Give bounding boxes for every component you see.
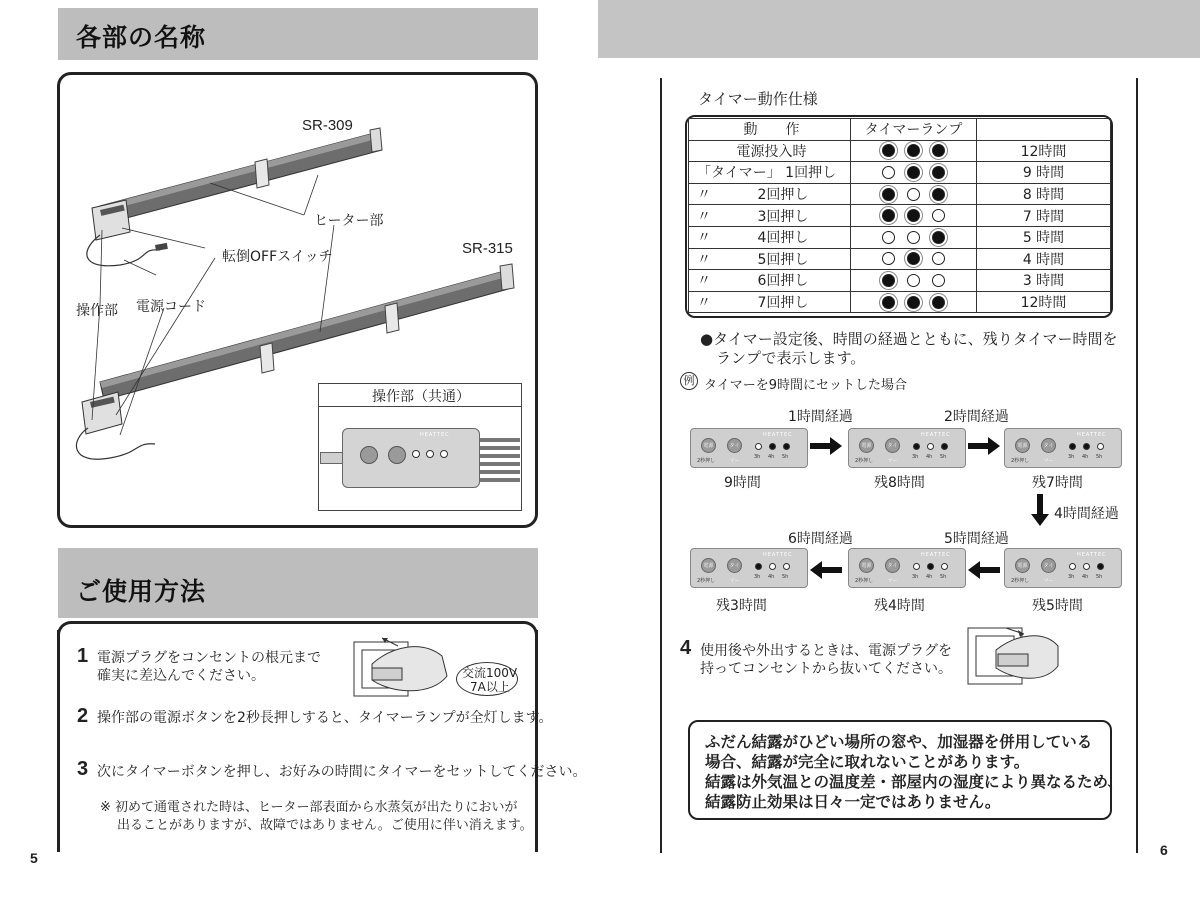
row-lamps	[851, 270, 977, 292]
timer-table	[688, 118, 1111, 313]
panel-lamp-label: 4h	[1082, 454, 1089, 460]
cord-label: 電源コード	[136, 299, 206, 315]
caution-line-2: 場合、結露が完全に取れないことがあります。	[705, 753, 1030, 771]
table-row	[689, 205, 1111, 227]
usage-left-line	[57, 630, 60, 852]
panel-lamp-label: 3h	[754, 454, 761, 460]
arrow-right-1	[810, 437, 842, 455]
step-3-number: 3	[77, 758, 89, 780]
row-lamps	[851, 226, 977, 248]
caution-line-4: 結露防止効果は日々一定ではありません。	[705, 793, 1001, 811]
panel-lamp-label: 4h	[926, 454, 933, 460]
lamp-on-icon	[882, 274, 895, 287]
elapsed-label-6h: 6時間経過	[788, 531, 853, 547]
page-number-right: 6	[1160, 842, 1168, 858]
lamp-off-icon	[932, 209, 945, 222]
example-mark-text: 例	[683, 374, 695, 387]
lamp-on-icon	[882, 188, 895, 201]
row-lamps	[851, 140, 977, 162]
lamp-on-icon	[932, 166, 945, 179]
lamp-on-icon	[907, 296, 920, 309]
lamp-off-icon	[907, 274, 920, 287]
section1-title: 各部の名称	[76, 23, 207, 52]
panel-hold-label: 2秒押し	[1011, 578, 1030, 584]
row-action: 〃 3回押し	[689, 205, 851, 227]
panel-power-button: 電源	[701, 558, 716, 573]
elapsed-label-4h: 4時間経過	[1054, 506, 1119, 522]
inset-title: 操作部（共通）	[372, 386, 470, 407]
heater-label: ヒーター部	[314, 213, 384, 229]
inset-timer-button	[388, 446, 406, 464]
elapsed-label-1h: 1時間経過	[788, 409, 853, 425]
row-action: 〃 7回押し	[689, 291, 851, 313]
step-4-line-2: 持ってコンセントから抜いてください。	[700, 661, 952, 677]
arrow-down	[1031, 494, 1049, 526]
lamp-on-icon	[932, 231, 945, 244]
lamp-off-icon	[907, 231, 920, 244]
table-row	[689, 183, 1111, 205]
lamp-on-icon	[907, 252, 920, 265]
panel-lamp-label: 3h	[912, 574, 919, 580]
panel-brand: HEATTEC	[763, 552, 793, 558]
row-time: 8 時間	[977, 183, 1111, 205]
panel-timer-button: タイマー	[885, 438, 900, 453]
step-1-line-2: 確実に差込んでください。	[97, 668, 265, 684]
panel-brand: HEATTEC	[1077, 552, 1107, 558]
panel-lamp-label: 4h	[768, 574, 775, 580]
panel-brand: HEATTEC	[921, 552, 951, 558]
control-label: 操作部	[76, 303, 118, 319]
remaining-label-4: 残4時間	[874, 598, 925, 614]
model-label-sr309: SR-309	[302, 117, 353, 134]
arrow-right-2	[968, 437, 1000, 455]
panel-power-button: 電源	[859, 438, 874, 453]
panel-lamp-label: 5h	[1096, 574, 1103, 580]
inset-power-button	[360, 446, 378, 464]
lamp-off-icon	[907, 188, 920, 201]
section2-title: ご使用方法	[76, 577, 207, 606]
panel-lamp-label: 3h	[1068, 574, 1075, 580]
inset-lamp-1	[412, 450, 420, 458]
caution-line-1: ふだん結露がひどい場所の窓や、加湿器を併用している	[705, 733, 1093, 751]
row-time: 9 時間	[977, 162, 1111, 184]
panel-timer-button: タイマー	[885, 558, 900, 573]
panel-brand: HEATTEC	[1077, 432, 1107, 438]
panel-brand: HEATTEC	[921, 432, 951, 438]
lamp-off-icon	[932, 252, 945, 265]
row-time: 4 時間	[977, 248, 1111, 270]
elapsed-label-2h: 2時間経過	[944, 409, 1009, 425]
tip-switch-label: 転倒OFFスイッチ	[222, 249, 333, 265]
panel-lamp-label: 5h	[940, 454, 947, 460]
row-lamps	[851, 205, 977, 227]
step-1-line-1: 電源プラグをコンセントの根元まで	[97, 650, 321, 666]
right-header-bar	[598, 0, 1200, 58]
row-action: 〃 4回押し	[689, 226, 851, 248]
lamp-on-icon	[932, 188, 945, 201]
lamp-off-icon	[932, 274, 945, 287]
remaining-label-3: 残5時間	[1032, 598, 1083, 614]
lamp-on-icon	[932, 296, 945, 309]
table-row	[689, 270, 1111, 292]
panel-hold-label: 2秒押し	[855, 458, 874, 464]
panel-lamp-label: 5h	[782, 574, 789, 580]
panel-lamp-label: 5h	[1096, 454, 1103, 460]
panel-power-button: 電源	[1015, 558, 1030, 573]
arrow-left-2	[810, 561, 842, 579]
lamp-on-icon	[932, 144, 945, 157]
panel-power-button: 電源	[1015, 438, 1030, 453]
plug-badge-line-1: 交流100V	[462, 666, 518, 680]
panel-power-button: 電源	[859, 558, 874, 573]
row-lamps	[851, 248, 977, 270]
row-action: 〃 6回押し	[689, 270, 851, 292]
inset-brand: HEATTEC	[420, 432, 450, 438]
lamp-on-icon	[907, 144, 920, 157]
model-label-sr315: SR-315	[462, 240, 513, 257]
step-1-number: 1	[77, 645, 89, 667]
panel-hold-label: 2秒押し	[697, 578, 716, 584]
step-3-line-1: 次にタイマーボタンを押し、お好みの時間にタイマーをセットしてください。	[97, 764, 587, 780]
panel-hold-label: 2秒押し	[1011, 458, 1030, 464]
timer-table-title: タイマー動作仕様	[698, 90, 818, 108]
step-2-number: 2	[77, 705, 89, 727]
usage-right-line	[535, 630, 538, 852]
note-line-1: ※ 初めて通電された時は、ヒーター部表面から水蒸気が出たりにおいが	[100, 800, 518, 815]
inset-heater-stubs	[480, 438, 520, 482]
plug-remove-illustration	[966, 622, 1060, 690]
row-lamps	[851, 162, 977, 184]
bullet-line-2: ランプで表示します。	[716, 349, 866, 367]
right-right-rule	[1136, 78, 1138, 853]
table-row	[689, 248, 1111, 270]
remaining-label-0: 9時間	[724, 475, 761, 491]
panel-lamp-label: 4h	[926, 574, 933, 580]
panel-lamp-label: 3h	[1068, 454, 1075, 460]
table-row	[689, 162, 1111, 184]
page-number-left: 5	[30, 850, 38, 866]
table-row	[689, 291, 1111, 313]
usage-box-top	[57, 621, 538, 635]
panel-lamp-label: 5h	[782, 454, 789, 460]
panel-timer-button: タイマー	[1041, 438, 1056, 453]
panel-lamp-label: 3h	[912, 454, 919, 460]
timer-table-header-3	[977, 119, 1111, 141]
panel-timer-button: タイマー	[727, 558, 742, 573]
plug-badge-line-2: 7A以上	[470, 680, 510, 694]
timer-table-header-1: 動 作	[689, 119, 851, 141]
remaining-label-2: 残7時間	[1032, 475, 1083, 491]
lamp-on-icon	[882, 296, 895, 309]
lamp-off-icon	[882, 231, 895, 244]
note-line-2: 出ることがありますが、故障ではありません。ご使用に伴い消えます。	[117, 818, 533, 833]
row-time: 3 時間	[977, 270, 1111, 292]
row-action: 「タイマー」 1回押し	[689, 162, 851, 184]
table-row	[689, 226, 1111, 248]
remaining-label-1: 残8時間	[874, 475, 925, 491]
right-left-rule	[660, 78, 662, 853]
lamp-off-icon	[882, 252, 895, 265]
row-time: 12時間	[977, 291, 1111, 313]
example-mark	[680, 372, 698, 390]
table-row	[689, 140, 1111, 162]
timer-table-header-2: タイマーランプ	[851, 119, 977, 141]
inset-lamp-2	[426, 450, 434, 458]
step-2-line-1: 操作部の電源ボタンを2秒長押しすると、タイマーランプが全灯します。	[97, 710, 553, 726]
lamp-on-icon	[882, 209, 895, 222]
bullet-line-1: ●タイマー設定後、時間の経過とともに、残りタイマー時間を	[700, 330, 1118, 348]
row-time: 7 時間	[977, 205, 1111, 227]
panel-hold-label: 2秒押し	[855, 578, 874, 584]
panel-lamp-label: 5h	[940, 574, 947, 580]
row-action: 〃 2回押し	[689, 183, 851, 205]
step-4-line-1: 使用後や外出するときは、電源プラグを	[700, 643, 952, 659]
row-action: 電源投入時	[689, 140, 851, 162]
lamp-on-icon	[882, 144, 895, 157]
row-lamps	[851, 183, 977, 205]
lamp-on-icon	[907, 209, 920, 222]
step-4-number: 4	[680, 637, 692, 659]
caution-line-3: 結露は外気温との温度差・部屋内の湿度により異なるため、	[705, 773, 1123, 791]
arrow-left-1	[968, 561, 1000, 579]
panel-lamp-label: 4h	[768, 454, 775, 460]
flow-arrows	[680, 420, 1120, 590]
inset-lamp-3	[440, 450, 448, 458]
inset-divider	[318, 406, 522, 407]
example-text: タイマーを9時間にセットした場合	[704, 378, 908, 393]
panel-timer-button: タイマー	[1041, 558, 1056, 573]
panel-hold-label: 2秒押し	[697, 458, 716, 464]
elapsed-label-5h: 5時間経過	[944, 531, 1009, 547]
panel-timer-button: タイマー	[727, 438, 742, 453]
lamp-on-icon	[907, 166, 920, 179]
panel-brand: HEATTEC	[763, 432, 793, 438]
row-lamps	[851, 291, 977, 313]
panel-lamp-label: 3h	[754, 574, 761, 580]
remaining-label-5: 残3時間	[716, 598, 767, 614]
panel-lamp-label: 4h	[1082, 574, 1089, 580]
row-time: 5 時間	[977, 226, 1111, 248]
panel-power-button: 電源	[701, 438, 716, 453]
timer-table-header-row	[689, 119, 1111, 141]
inset-cord-stub	[320, 452, 344, 464]
lamp-off-icon	[882, 166, 895, 179]
row-time: 12時間	[977, 140, 1111, 162]
row-action: 〃 5回押し	[689, 248, 851, 270]
